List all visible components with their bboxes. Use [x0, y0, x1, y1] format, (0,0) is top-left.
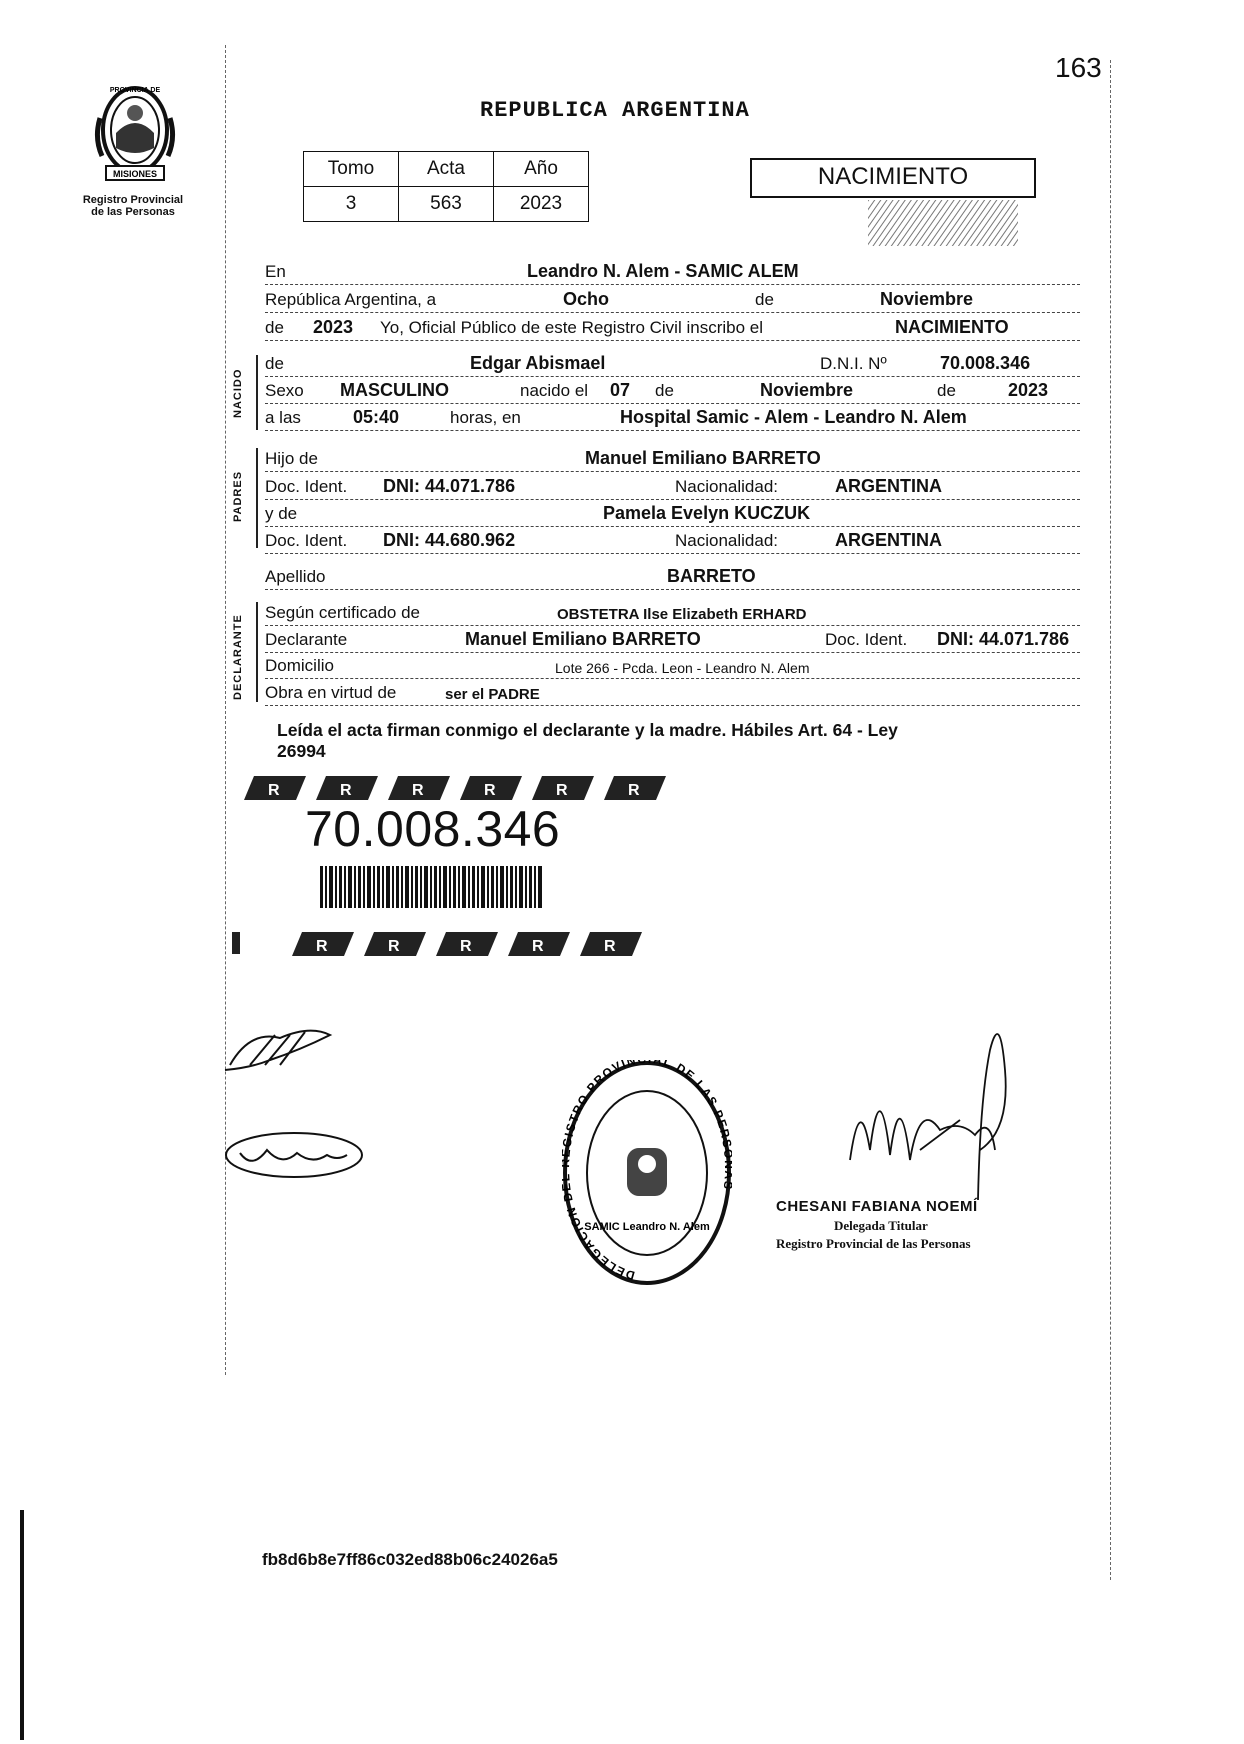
value-declarant: Manuel Emiliano BARRETO [465, 629, 701, 649]
record-type-box: NACIMIENTO [750, 158, 1036, 198]
svg-text:R: R [388, 938, 400, 955]
svg-text:R: R [604, 938, 616, 955]
value-day: Ocho [563, 289, 610, 309]
side-label-declarante: DECLARANTE [232, 614, 244, 700]
label-nacionalidad-2: Nacionalidad: [675, 531, 779, 550]
svg-text:R: R [412, 782, 424, 799]
row-child-name [265, 350, 1080, 377]
mother-signature [222, 1125, 367, 1185]
rp-logo-row-top [244, 772, 684, 802]
tomo-acta-ano-table [303, 151, 589, 222]
row-father [265, 445, 1080, 472]
value-father-name: Manuel Emiliano BARRETO [585, 448, 821, 468]
value-birth-day: 07 [610, 380, 631, 400]
official-office: Registro Provincial de las Personas [776, 1236, 971, 1251]
value-birth-month: Noviembre [760, 380, 854, 400]
barcode [320, 866, 545, 908]
label-domicilio: Domicilio [265, 656, 334, 675]
svg-text:R: R [556, 782, 568, 799]
svg-text:R: R [532, 938, 544, 955]
label-apellido: Apellido [265, 567, 326, 586]
value-certificate: OBSTETRA Ilse Elizabeth ERHARD [557, 606, 807, 623]
value-mother-doc: DNI: 44.680.962 [383, 530, 516, 550]
value-inscribo: NACIMIENTO [895, 317, 1009, 337]
nacido-bracket [256, 355, 258, 430]
logo-text-top: PROVINCIA DE [109, 87, 161, 94]
row-mother [265, 500, 1080, 527]
label-obra: Obra en virtud de [265, 683, 397, 702]
official-title: Delegada Titular [834, 1218, 928, 1233]
value-birth-place: Hospital Samic - Alem - Leandro N. Alem [620, 407, 967, 427]
row-date [265, 286, 1080, 313]
value-month: Noviembre [880, 289, 974, 309]
row-certificate [265, 599, 1080, 626]
side-label-padres: PADRES [232, 470, 244, 522]
province-coat-of-arms [92, 78, 178, 188]
label-de-name: de [265, 354, 284, 373]
page-number: 163 [1055, 52, 1102, 83]
ref-value-tomo: 3 [304, 187, 399, 222]
row-father-doc [265, 473, 1080, 500]
label-doc-ident-2: Doc. Ident. [265, 531, 348, 550]
label-doc-ident-3: Doc. Ident. [825, 630, 908, 649]
logo-text-bottom: MISIONES [112, 169, 158, 179]
row-time [265, 404, 1080, 431]
value-year: 2023 [313, 317, 354, 337]
side-label-nacido: NACIDO [232, 368, 244, 418]
label-republica: República Argentina, a [265, 290, 437, 309]
official-seal [562, 1060, 732, 1286]
label-de-year: de [265, 318, 284, 337]
value-surname: BARRETO [667, 566, 756, 586]
label-segun: Según certificado de [265, 603, 420, 622]
label-nacido-el: nacido el [520, 381, 589, 400]
row-place [265, 258, 1080, 285]
logo-caption-line2: de las Personas [91, 206, 175, 218]
value-place: Leandro N. Alem - SAMIC ALEM [527, 261, 799, 281]
document-hash: fb8d6b8e7ff86c032ed88b06c24026a5 [262, 1550, 558, 1569]
dni-big-number: 70.008.346 [305, 801, 561, 857]
row-address [265, 652, 1080, 679]
label-de-2: de [655, 381, 674, 400]
row-mother-doc [265, 527, 1080, 554]
label-a-las: a las [265, 408, 301, 427]
value-capacity: ser el PADRE [445, 686, 540, 703]
closing-line-1: Leída el acta firman conmigo el declarante y la madre. Hábiles Art. 64 - Ley [277, 720, 898, 740]
svg-text:R: R [628, 782, 640, 799]
seal-outer-text: DELEGACION ISTRO PROVIN AL DE LAS PER [562, 1060, 732, 1283]
value-mother-nat: ARGENTINA [835, 530, 942, 550]
value-child-name: Edgar Abismael [470, 353, 606, 373]
ref-header-ano: Año [494, 152, 589, 187]
declarante-bracket [256, 602, 258, 702]
row-year [265, 314, 1080, 341]
value-birth-year: 2023 [1008, 380, 1049, 400]
svg-text:R: R [460, 938, 472, 955]
logo-caption-line1: Registro Provincial [82, 194, 184, 206]
label-declarante: Declarante [265, 630, 348, 649]
value-mother-name: Pamela Evelyn KUCZUK [603, 503, 811, 523]
country-title: REPUBLICA ARGENTINA [480, 98, 750, 123]
logo-caption [58, 194, 208, 218]
svg-text:R: R [268, 782, 280, 799]
value-child-dni: 70.008.346 [940, 353, 1031, 373]
label-hijo-de: Hijo de [265, 449, 318, 468]
value-father-doc: DNI: 44.071.786 [383, 476, 516, 496]
label-sexo: Sexo [265, 381, 304, 400]
padres-bracket [256, 448, 258, 548]
scan-edge-bar [20, 1510, 24, 1740]
label-doc-ident: Doc. Ident. [265, 477, 348, 496]
value-birth-time: 05:40 [353, 407, 400, 427]
label-horas: horas, en [450, 408, 521, 427]
label-dni: D.N.I. Nº [820, 354, 887, 373]
closing-line-2: 26994 [277, 741, 326, 761]
value-declarant-doc: DNI: 44.071.786 [937, 629, 1070, 649]
ref-value-acta: 563 [399, 187, 494, 222]
value-father-nat: ARGENTINA [835, 476, 942, 496]
label-y-de: y de [265, 504, 298, 523]
seal-inner-text: SAMIC Leandro N. Alem [584, 1221, 710, 1233]
label-de-3: de [937, 381, 956, 400]
row-sex [265, 377, 1080, 404]
closing-statement [277, 720, 1077, 762]
svg-text:R: R [484, 782, 496, 799]
right-margin-line [1110, 60, 1111, 1580]
svg-text:R: R [316, 938, 328, 955]
declarant-signature [220, 1020, 340, 1080]
official-signature [830, 1010, 1030, 1200]
label-en: En [265, 262, 286, 281]
label-nacionalidad: Nacionalidad: [675, 477, 779, 496]
value-sex: MASCULINO [340, 380, 449, 400]
row-surname [265, 563, 1080, 590]
text-yo: Yo, Oficial Público de este Registro Civil inscribo el [380, 318, 763, 337]
row-capacity [265, 679, 1080, 706]
label-de-month: de [755, 290, 774, 309]
security-stamp [868, 200, 1018, 246]
ref-value-ano: 2023 [494, 187, 589, 222]
ref-header-tomo: Tomo [304, 152, 399, 187]
official-block [776, 1198, 1056, 1252]
row-declarant [265, 626, 1080, 653]
svg-text:R: R [340, 782, 352, 799]
value-address: Lote 266 - Pcda. Leon - Leandro N. Alem [555, 660, 810, 676]
official-name: CHESANI FABIANA NOEMÍ [776, 1198, 978, 1215]
ref-header-acta: Acta [399, 152, 494, 187]
rp-logo-row-bottom [232, 928, 682, 958]
